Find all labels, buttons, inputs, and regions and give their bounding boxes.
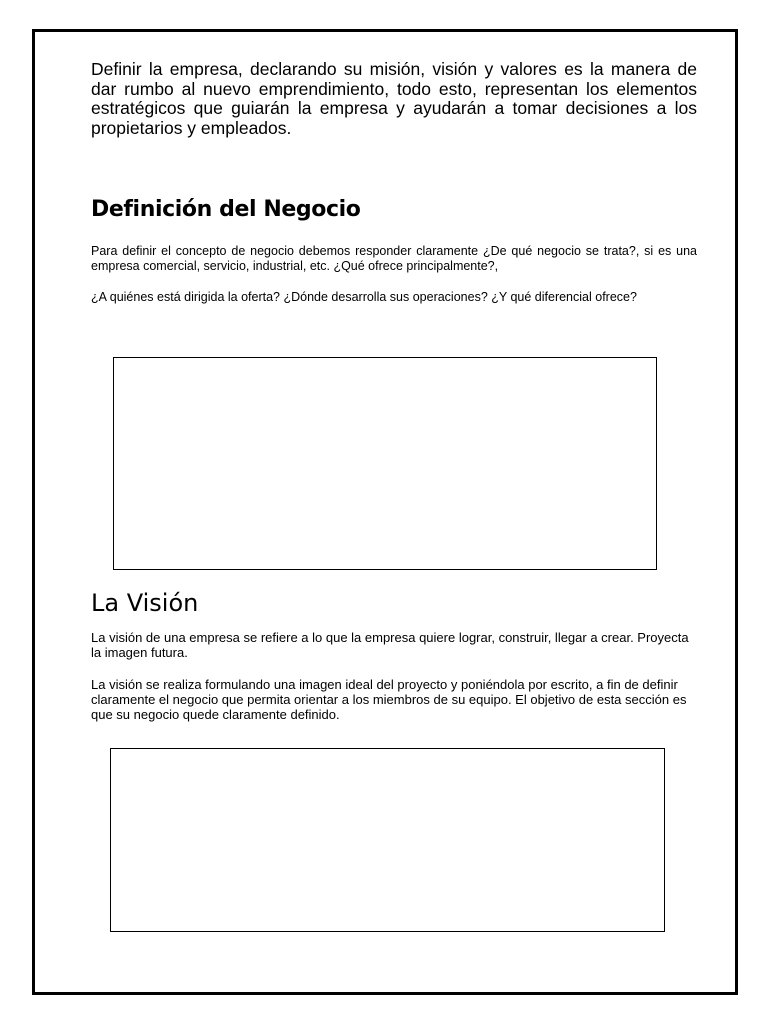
vision-paragraph-2: La visión se realiza formulando una imagen ideal del proyecto y poniéndola por escrito, a fin de definir claramente el negocio que permita orientar a los miembros de su equipo. El objetivo de esta sección es que su negocio quede claramente definido. (91, 677, 687, 722)
business-definition-paragraph-2: ¿A quiénes está dirigida la oferta? ¿Dónde desarrolla sus operaciones? ¿Y qué diferencial ofrece? (91, 290, 637, 304)
business-definition-answer-box[interactable] (113, 357, 657, 570)
business-definition-paragraph-1: Para definir el concepto de negocio debemos responder claramente ¿De qué negocio se trata?, si es una empresa comercial, servicio, industrial, etc. ¿Qué ofrece principalmente?, (91, 244, 697, 273)
vision-answer-box[interactable] (110, 748, 665, 932)
vision-heading: La Visión (91, 589, 199, 617)
intro-paragraph: Definir la empresa, declarando su misión, visión y valores es la manera de dar rumbo al nuevo emprendimiento, todo esto, representan los elementos estratégicos que guiarán la empresa y ayudarán a tomar decisiones a los propietarios y empleados. (91, 59, 697, 138)
business-definition-heading: Definición del Negocio (91, 197, 361, 222)
vision-paragraph-1: La visión de una empresa se refiere a lo que la empresa quiere lograr, construir, llegar a crear. Proyecta la imagen futura. (91, 630, 689, 660)
